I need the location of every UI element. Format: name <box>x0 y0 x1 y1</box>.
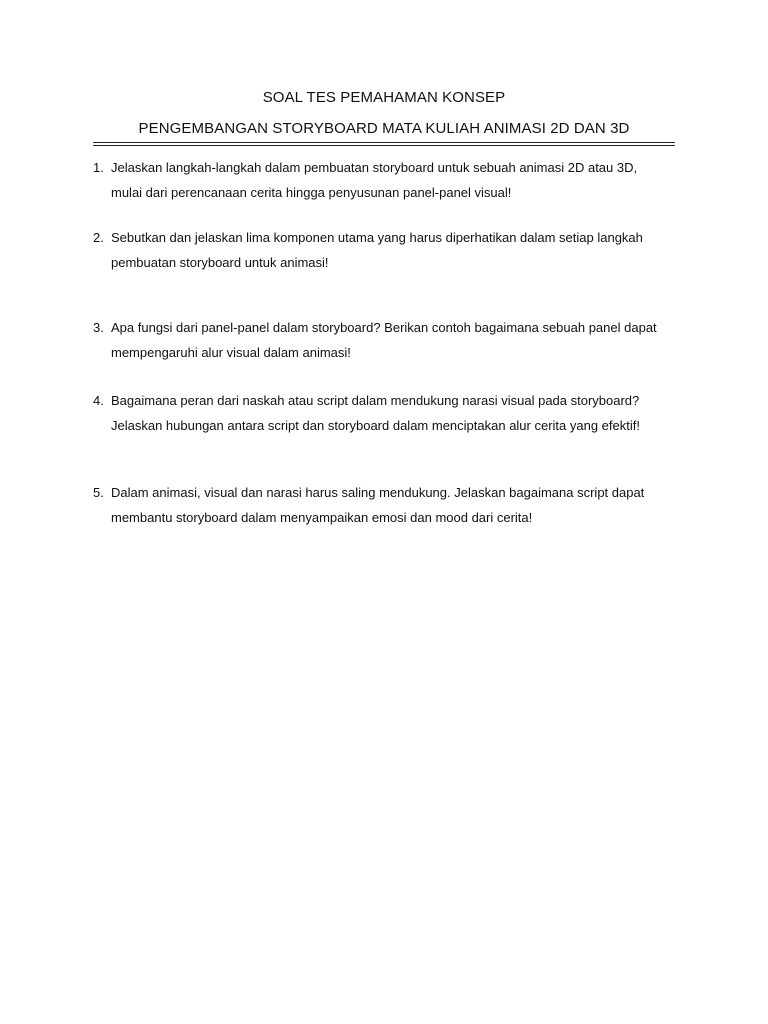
question-number: 5. <box>93 485 104 500</box>
title-divider <box>93 142 675 146</box>
question-text: Bagaimana peran dari naskah atau script dalam mendukung narasi visual pada storyboard? Jelaskan hubungan antara script dan storyboard dalam menciptakan alur cerita yang efektif! <box>111 393 640 433</box>
question-item-5 <box>93 480 678 530</box>
document-header <box>93 88 675 146</box>
document-title: SOAL TES PEMAHAMAN KONSEP <box>262 89 506 106</box>
question-number: 2. <box>93 230 104 245</box>
question-item-3 <box>93 315 678 365</box>
document-subtitle: PENGEMBANGAN STORYBOARD MATA KULIAH ANIMASI 2D DAN 3D <box>138 120 630 137</box>
question-text: Dalam animasi, visual dan narasi harus saling mendukung. Jelaskan bagaimana script dapat membantu storyboard dalam menyampaikan emosi dan mood dari cerita! <box>111 485 645 525</box>
question-number: 3. <box>93 320 104 335</box>
question-number: 1. <box>93 160 104 175</box>
question-text: Sebutkan dan jelaskan lima komponen utama yang harus diperhatikan dalam setiap langkah pembuatan storyboard untuk animasi! <box>111 230 643 270</box>
question-item-1 <box>93 155 678 205</box>
question-text: Jelaskan langkah-langkah dalam pembuatan storyboard untuk sebuah animasi 2D atau 3D, mulai dari perencanaan cerita hingga penyusunan panel-panel visual! <box>111 160 638 200</box>
question-item-2 <box>93 225 678 275</box>
question-number: 4. <box>93 393 104 408</box>
question-item-4 <box>93 388 678 438</box>
question-text: Apa fungsi dari panel-panel dalam storyboard? Berikan contoh bagaimana sebuah panel dapat mempengaruhi alur visual dalam animasi! <box>111 320 657 360</box>
